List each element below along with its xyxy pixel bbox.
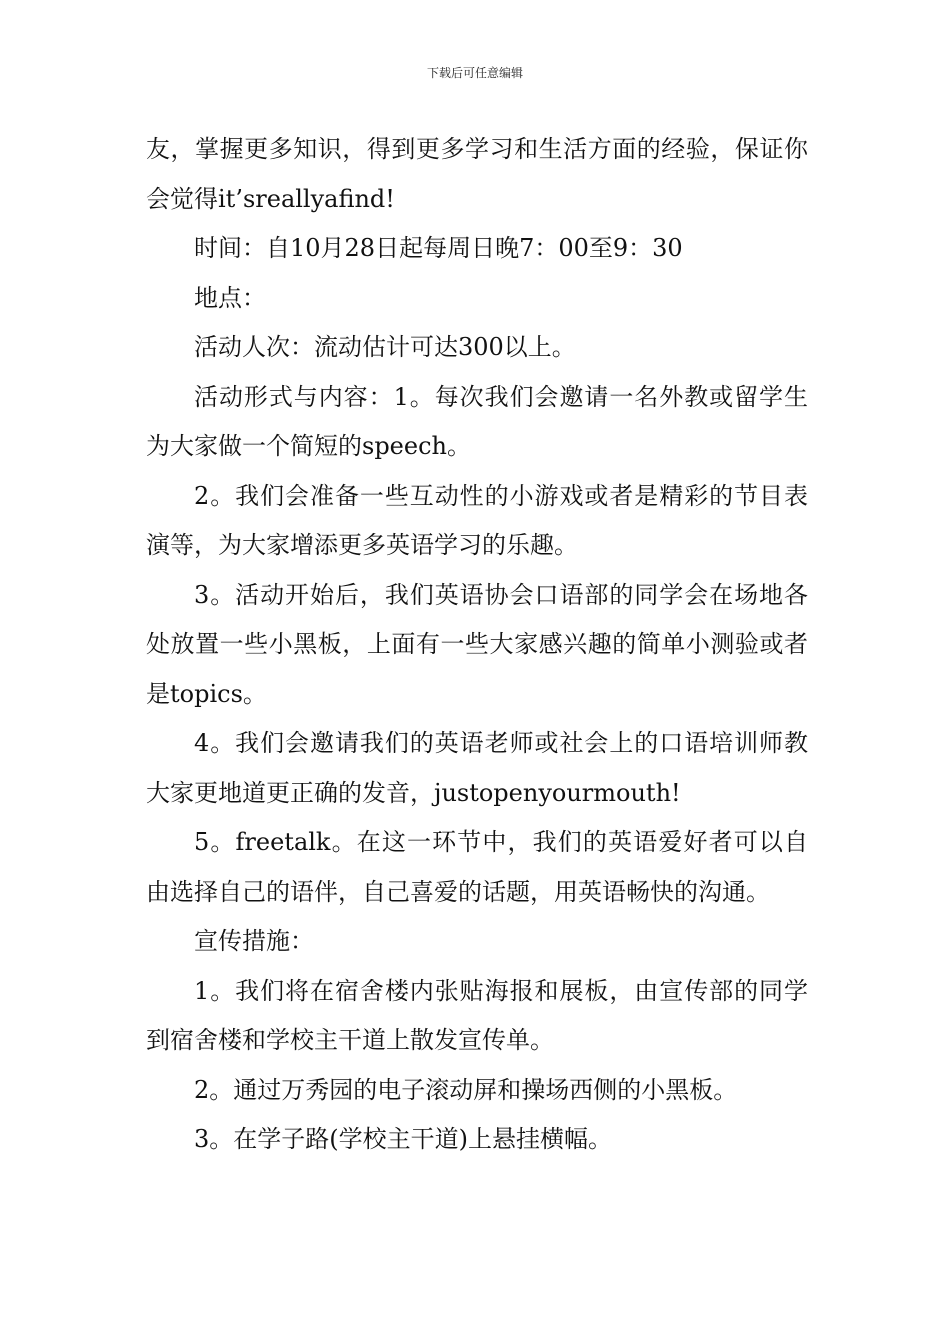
paragraph-promotion-heading: 宣传措施： — [194, 927, 314, 955]
paragraph-format-item-5: 5。freetalk。在这一环节中，我们的英语爱好者可以自由选择自己的语伴，自己喜爱的话题，用英语畅快的沟通。 — [146, 828, 808, 906]
paragraph-attendance: 活动人次：流动估计可达300以上。 — [194, 333, 576, 361]
paragraph-format-item-2: 2。我们会准备一些互动性的小游戏或者是精彩的节目表演等，为大家增添更多英语学习的乐趣。 — [146, 481, 808, 559]
paragraph-format-item-4: 4。我们会邀请我们的英语老师或社会上的口语培训师教大家更地道更正确的发音，justopenyourmouth! — [146, 729, 808, 807]
paragraph-promotion-item-3: 3。在学子路(学校主干道)上悬挂横幅。 — [194, 1125, 612, 1153]
paragraph-format-item-3: 3。活动开始后，我们英语协会口语部的同学会在场地各处放置一些小黑板，上面有一些大家感兴趣的简单小测验或者是topics。 — [146, 580, 808, 708]
paragraph-promotion-item-2: 2。通过万秀园的电子滚动屏和操场西侧的小黑板。 — [194, 1075, 738, 1104]
document-body — [146, 125, 808, 1165]
paragraph-time: 时间：自10月28日起每周日晚7：00至9：30 — [194, 234, 683, 262]
paragraph-promotion-item-1: 1。我们将在宿舍楼内张贴海报和展板，由宣传部的同学到宿舍楼和学校主干道上散发宣传单。 — [146, 976, 808, 1054]
paragraph-format-item-1: 活动形式与内容：1。每次我们会邀请一名外教或留学生为大家做一个简短的speech。 — [146, 382, 808, 460]
paragraph-intro-continued: 友，掌握更多知识，得到更多学习和生活方面的经验，保证你会觉得it’sreallyafind! — [146, 135, 808, 213]
page-header-note: 下载后可任意编辑 — [426, 66, 523, 80]
paragraph-location: 地点： — [194, 283, 266, 312]
